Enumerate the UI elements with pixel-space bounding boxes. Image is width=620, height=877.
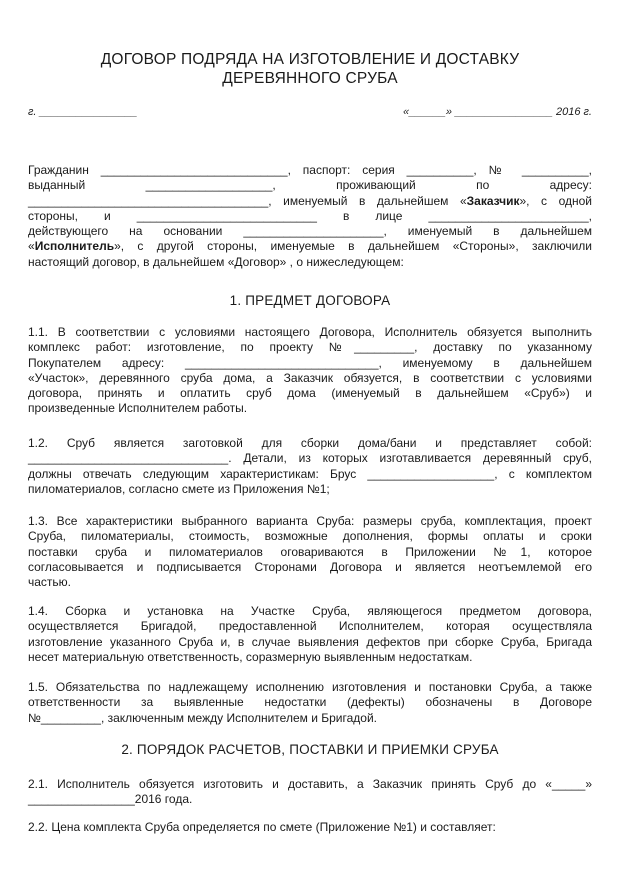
clause-line: Сруба, пиломатериалы, стоимость, возможные дополнения, формы оплаты и сроки — [28, 529, 592, 544]
document-title — [30, 50, 590, 88]
clause-line: поставки сруба и пиломатериалов оговариваются в Приложении №1, которое — [28, 544, 592, 559]
clause-line: 1.2. Сруб является заготовкой для сборки дома/бани и представляет собой: — [28, 436, 592, 450]
title-line-1: ДОГОВОР ПОДРЯДА НА ИЗГОТОВЛЕНИЕ И ДОСТАВКУ — [100, 51, 520, 68]
clause-1-4 — [28, 604, 592, 665]
clause-1-5 — [28, 680, 592, 726]
clause-1-3 — [28, 514, 592, 590]
clause-2-1 — [28, 777, 592, 808]
preamble-text: ____________________________________, именуемый в дальнейшем « — [28, 193, 467, 208]
clause-line: 2.1. Исполнитель обязуется изготовить и доставить, а Заказчик принять Сруб до «_____» — [28, 777, 592, 791]
date-field: «______» ________________ 2016 г. — [403, 106, 592, 118]
clause-line: 1.3. Все характеристики выбранного варианта Сруба: размеры сруба, комплектация, проект — [28, 514, 592, 528]
preamble-text: « — [28, 239, 35, 254]
preamble-line: стороны, и ___________________________ в лице ________________________, — [28, 208, 592, 223]
preamble-text: », с одной — [519, 193, 592, 208]
clause-line: Покупателем адресу: _____________________________, именуемому в дальнейшем — [28, 355, 592, 370]
clause-line: ________________2016 года. — [28, 792, 193, 807]
clause-1-2 — [28, 436, 592, 497]
clause-2-2 — [28, 820, 592, 835]
preamble-line — [28, 194, 592, 209]
preamble-line: настоящий договор, в дальнейшем «Договор» , о нижеследующем: — [28, 254, 404, 269]
title-line-2: ДЕРЕВЯННОГО СРУБА — [222, 70, 398, 87]
clause-line: осуществляется Бригадой, предоставленной Исполнителем, которая осуществляла — [28, 619, 592, 634]
clause-line: несет материальную ответственность, соразмерную выявленным недостаткам. — [28, 649, 473, 664]
clause-line: 2.2. Цена комплекта Сруба определяется по смете (Приложение №1) и составляет: — [28, 820, 496, 834]
clause-line: 1.4. Сборка и установка на Участке Сруба, являющегося предметом договора, — [28, 604, 592, 618]
clause-line: договора, принять и оплатить сруб дома (именуемый в дальнейшем «Сруб») и — [28, 386, 592, 401]
clause-line: должны отвечать следующим характеристикам: Брус ___________________, с комплектом — [28, 466, 592, 481]
preamble-line — [28, 239, 592, 254]
clause-line: изготовление указанного Сруба и, в случае выявления дефектов при сборке Сруба, Бригада — [28, 634, 592, 649]
clause-line: произведенные Исполнителем работы. — [28, 401, 248, 416]
clause-line: №_________, заключенным между Исполнителем и Бригадой. — [28, 710, 377, 725]
contractor-term: Исполнитель — [34, 239, 115, 254]
clause-line: частью. — [28, 575, 72, 590]
clause-line: 1.5. Обязательства по надлежащему исполнению изготовления и постановки Сруба, а также — [28, 680, 592, 694]
preamble-line: выданный ___________________, проживающий по адресу: — [28, 178, 592, 193]
clause-line: пиломатериалов, согласно смете из Приложения №1; — [28, 481, 330, 496]
clause-line: согласовывается и подписывается Сторонами Договора и является неотъемлемой его — [28, 559, 592, 574]
clause-1-1 — [28, 325, 592, 417]
preamble — [28, 163, 592, 270]
city-field: г. ________________ — [28, 106, 138, 118]
clause-line: «Участок», деревянного сруба дома, а Заказчик обязуется, в соответствии с условиями — [28, 370, 592, 385]
clause-line: комплекс работ: изготовление, по проекту №_________, доставку по указанному — [28, 340, 592, 355]
clause-line: ______________________________. Детали, из которых изготавливается деревянный сруб, — [28, 451, 592, 466]
clause-line: ответственности за выявленные недостатки (дефекты) обозначены в Договоре — [28, 695, 592, 710]
preamble-line: Гражданин ____________________________, паспорт: серия __________, № __________, — [28, 163, 592, 177]
customer-term: Заказчик — [466, 193, 520, 208]
section-1-heading: 1. ПРЕДМЕТ ДОГОВОРА — [229, 293, 391, 308]
preamble-text: », с другой стороны, именуемые в дальнейшем «Стороны», заключили — [114, 239, 592, 254]
clause-line: 1.1. В соответствии с условиями настоящего Договора, Исполнитель обязуется выполнить — [28, 325, 592, 339]
section-2-heading: 2. ПОРЯДОК РАСЧЕТОВ, ПОСТАВКИ И ПРИЕМКИ СРУБА — [121, 742, 499, 757]
preamble-line: действующего на основании _____________________, именуемый в дальнейшем — [28, 224, 592, 239]
